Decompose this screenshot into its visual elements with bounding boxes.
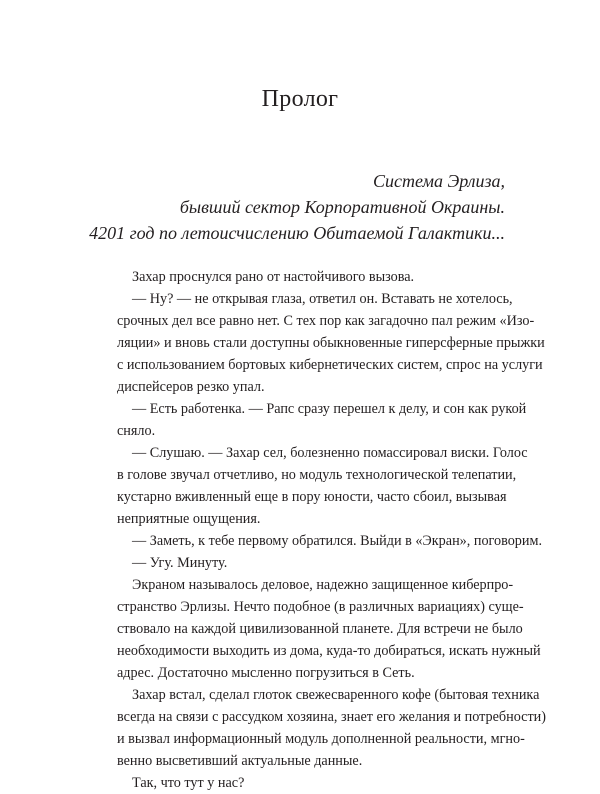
text-line: ствовало на каждой цивилизованной планете. Для встречи не было (117, 621, 523, 637)
text-line: Захар встал, сделал глоток свежесваренного кофе (бытовая техника (132, 687, 540, 703)
text-line: и вызвал информационный модуль дополненной реальности, мгно- (117, 731, 525, 747)
text-line: сняло. (117, 423, 156, 439)
text-line: Экраном называлось деловое, надежно защищенное киберпро- (132, 577, 514, 593)
text-line: — Угу. Минуту. (132, 555, 228, 571)
text-line: странство Эрлизы. Нечто подобное (в различных вариациях) суще- (117, 599, 524, 615)
text-line: срочных дел все равно нет. С тех пор как загадочно пал режим «Изо- (117, 313, 535, 329)
text-line: венно высветивший актуальные данные. (117, 753, 363, 769)
epigraph-line: 4201 год по летоисчислению Обитаемой Галактики... (89, 223, 505, 243)
epigraph-line: бывший сектор Корпоративной Окраины. (179, 197, 505, 217)
chapter-title: Пролог (261, 86, 339, 112)
epigraph (89, 168, 505, 246)
text-line: Захар проснулся рано от настойчивого вызова. (132, 269, 415, 285)
text-line: необходимости выходить из дома, куда-то добираться, искать нужный (117, 643, 541, 659)
text-line: Так, что тут у нас? (132, 775, 245, 791)
text-line: адрес. Достаточно мысленно погрузиться в Сеть. (117, 665, 415, 681)
epigraph-line: Система Эрлиза, (373, 171, 505, 191)
text-line: — Ну? — не открывая глаза, ответил он. Вставать не хотелось, (132, 291, 513, 307)
text-line: — Заметь, к тебе первому обратился. Выйди в «Экран», поговорим. (132, 533, 543, 549)
text-line: кустарно вживленный еще в пору юности, часто сбоил, вызывая (117, 489, 507, 505)
text-line: ляции» и вновь стали доступны обыкновенные гиперсферные прыжки (117, 335, 545, 351)
text-line: с использованием бортовых кибернетических систем, спрос на услуги (117, 357, 543, 373)
text-line: диспейсеров резко упал. (117, 379, 265, 395)
text-line: — Слушаю. — Захар сел, болезненно помассировал виски. Голос (132, 445, 528, 461)
text-line: неприятные ощущения. (117, 511, 261, 527)
text-line: всегда на связи с рассудком хозяина, знает его желания и потребности) (117, 709, 546, 725)
body-text (117, 266, 546, 794)
text-line: в голове звучал отчетливо, но модуль технологической телепатии, (117, 467, 517, 483)
text-line: — Есть работенка. — Рапс сразу перешел к делу, и сон как рукой (132, 401, 527, 417)
